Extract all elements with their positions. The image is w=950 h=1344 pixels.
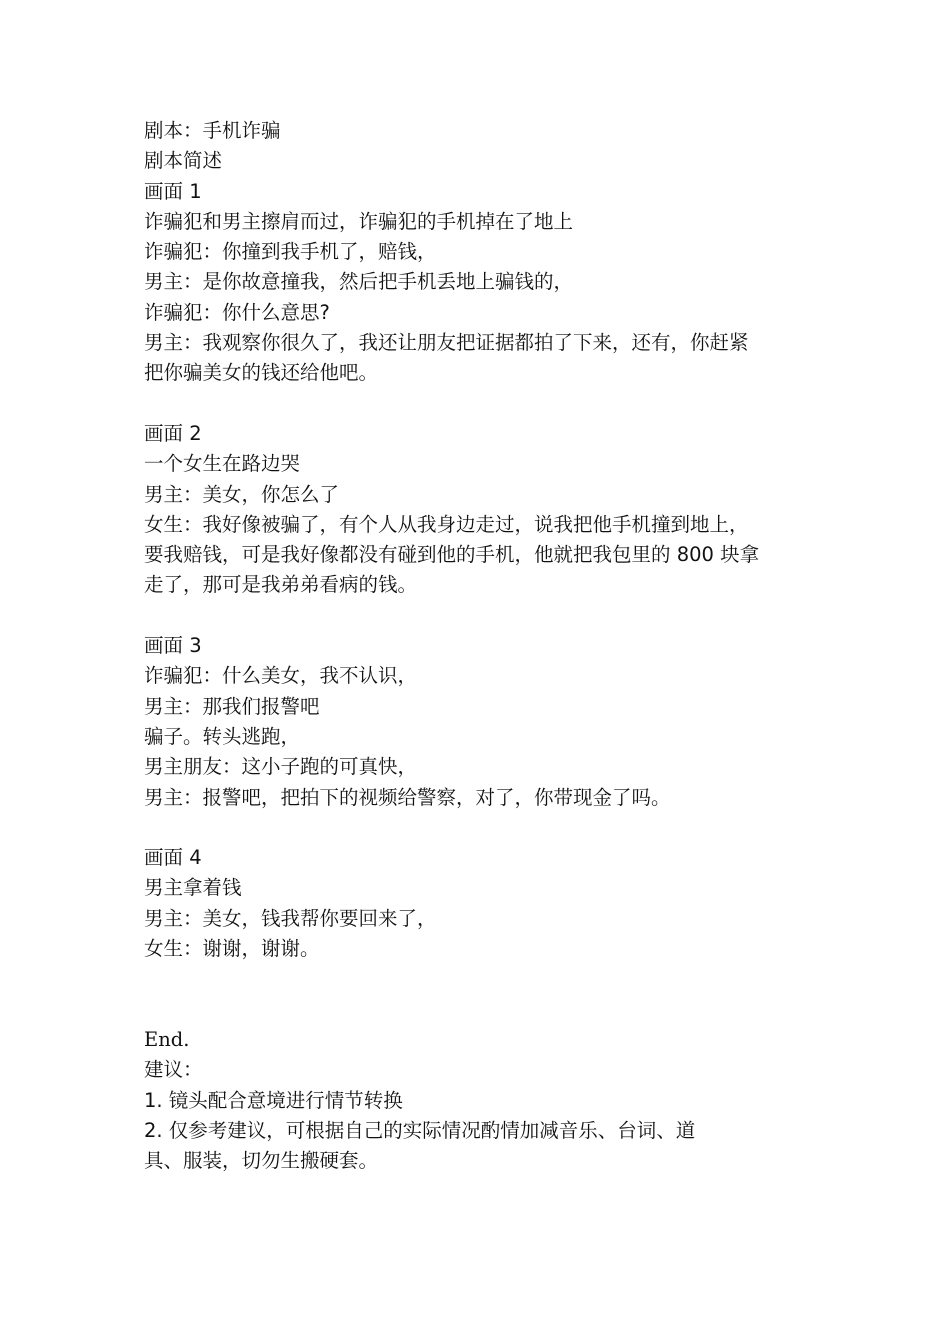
- scene-line: 诈骗犯：什么美女，我不认识，: [144, 664, 418, 688]
- scene-line: 诈骗犯和男主擦肩而过，诈骗犯的手机掉在了地上: [144, 209, 574, 233]
- paragraph-gap: [144, 813, 814, 843]
- scene-line: 一个女生在路边哭: [144, 452, 301, 476]
- advice-heading: 建议：: [144, 1058, 203, 1082]
- scene-line: 男主：我观察你很久了，我还让朋友把证据都拍了下来，还有，你赶紧: [144, 331, 749, 355]
- document-page: [144, 116, 814, 1176]
- end-text: End.: [144, 1027, 190, 1051]
- paragraph-gap: [144, 964, 814, 1025]
- advice-line: 2. 仅参考建议，可根据自己的实际情况酌情加减音乐、台词、道: [144, 1118, 696, 1142]
- paragraph-gap: [144, 389, 814, 419]
- scene-line: 男主朋友：这小子跑的可真快，: [144, 755, 418, 779]
- script-title: 剧本：手机诈骗: [144, 119, 281, 142]
- scene-line: 骗子。转头逃跑，: [144, 724, 301, 748]
- scene-heading: 画面 1: [144, 179, 202, 203]
- scene-line: 诈骗犯：你撞到我手机了，赔钱，: [144, 240, 437, 264]
- advice-line: 具、服装，切勿生搬硬套。: [144, 1149, 379, 1173]
- scene-heading: 画面 2: [144, 421, 202, 445]
- scene-line: 女生：谢谢，谢谢。: [144, 937, 320, 961]
- scene-line: 走了，那可是我弟弟看病的钱。: [144, 573, 418, 597]
- scene-line: 要我赔钱，可是我好像都没有碰到他的手机，他就把我包里的 800 块拿: [144, 543, 760, 567]
- scene-line: 把你骗美女的钱还给他吧。: [144, 361, 379, 385]
- advice-section: [144, 1055, 814, 1176]
- scene-line: 女生：我好像被骗了，有个人从我身边走过，说我把他手机撞到地上，: [144, 512, 749, 536]
- scene-line: 男主：是你故意撞我，然后把手机丢地上骗钱的，: [144, 270, 574, 294]
- scene-line: 男主：美女，你怎么了: [144, 482, 340, 506]
- scene-1: [144, 177, 814, 389]
- scene-line: 男主拿着钱: [144, 876, 242, 900]
- summary-heading: 剧本简述: [144, 149, 223, 173]
- scene-3: [144, 631, 814, 813]
- scene-2: [144, 419, 814, 601]
- scene-line: 男主：美女，钱我帮你要回来了，: [144, 906, 437, 930]
- scene-line: 诈骗犯：你什么意思?: [144, 300, 330, 324]
- scene-line: 男主：那我们报警吧: [144, 694, 320, 718]
- paragraph-gap: [144, 601, 814, 631]
- scene-heading: 画面 4: [144, 846, 202, 870]
- scene-line: 男主：报警吧，把拍下的视频给警察，对了，你带现金了吗。: [144, 785, 671, 809]
- advice-line: 1. 镜头配合意境进行情节转换: [144, 1088, 403, 1112]
- scene-heading: 画面 3: [144, 634, 202, 658]
- scene-4: [144, 843, 814, 964]
